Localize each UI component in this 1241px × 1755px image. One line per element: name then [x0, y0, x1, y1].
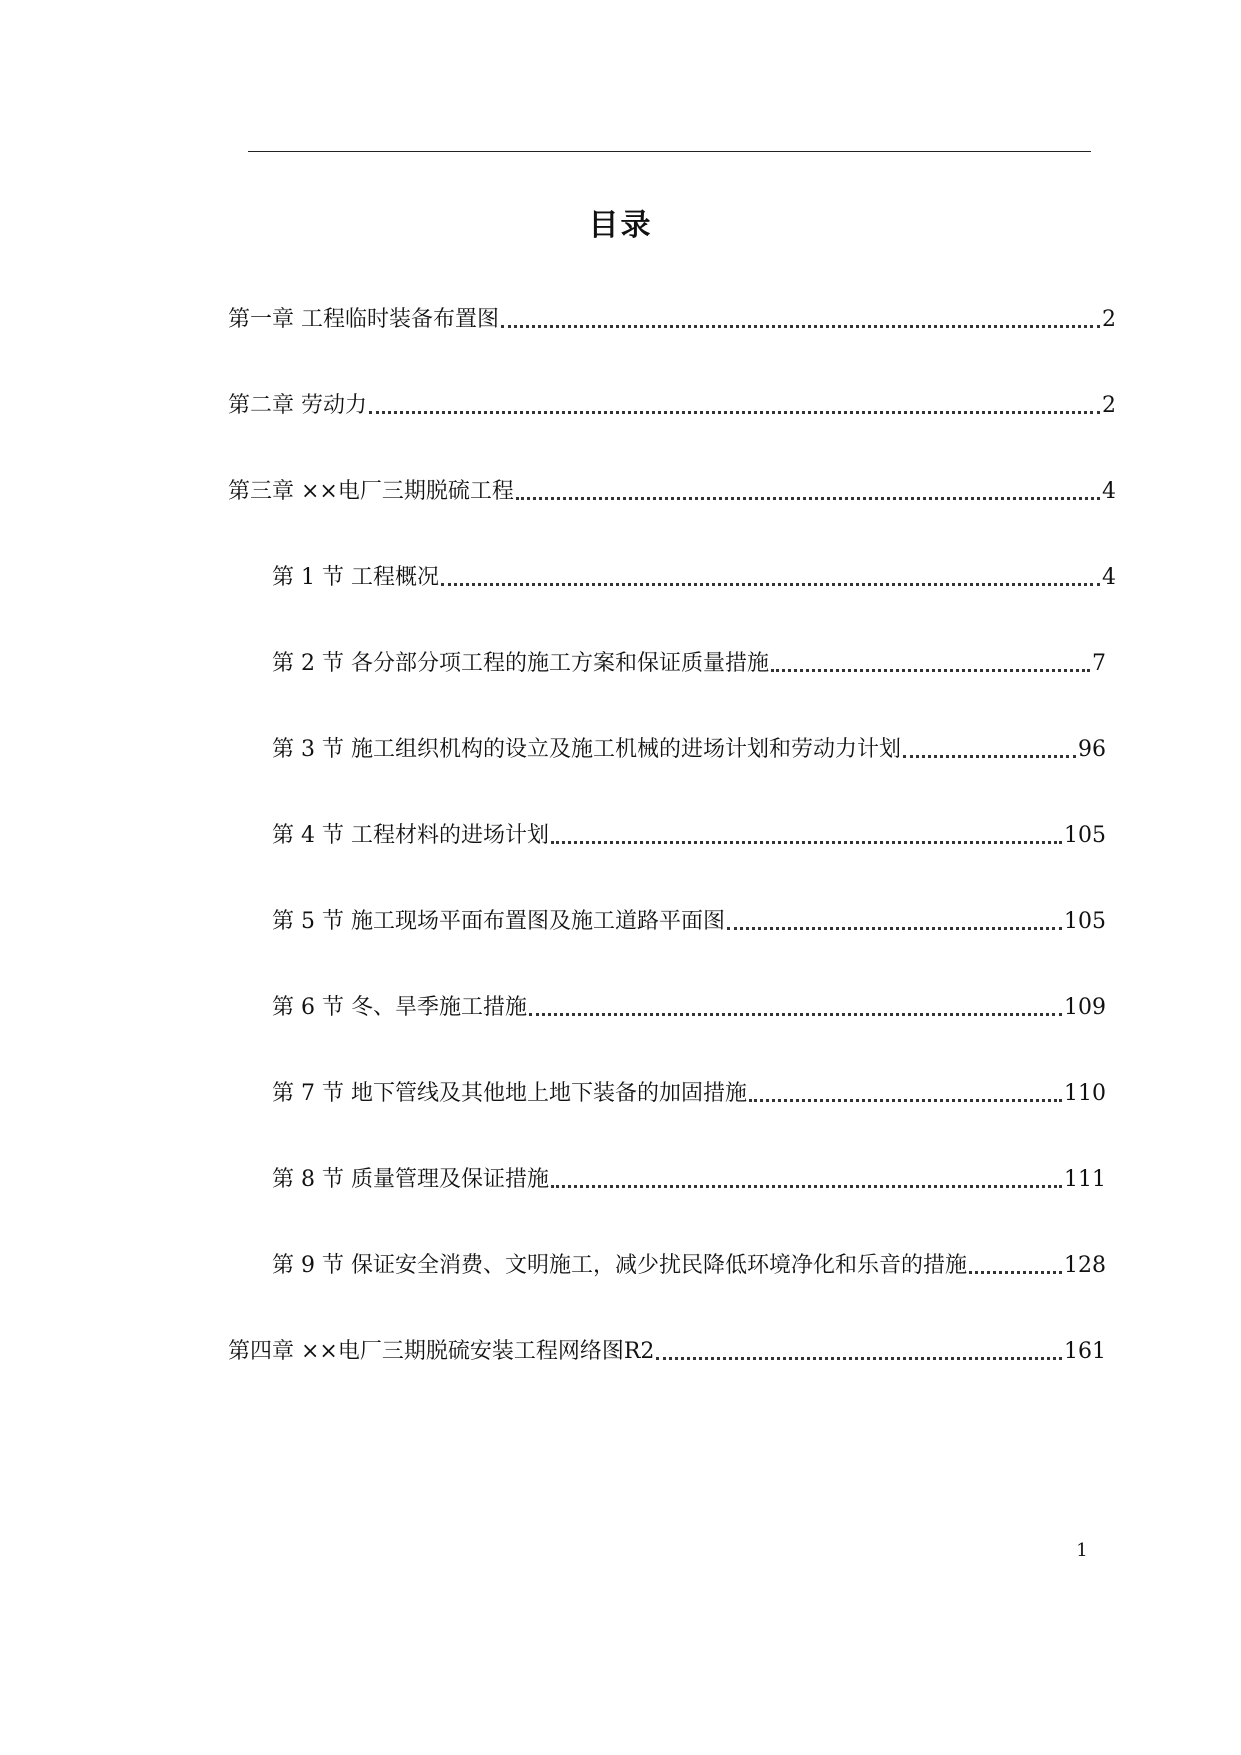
toc-entry-page: 161 — [1064, 1339, 1106, 1364]
toc-entry-label: 第 1 节 工程概况 — [272, 565, 439, 590]
page-number: 1 — [1076, 1540, 1088, 1561]
dot-leader — [656, 1357, 1062, 1360]
toc-entry-label: 第 9 节 保证安全消费、文明施工，减少扰民降低环境净化和乐音的措施 — [272, 1253, 967, 1278]
dot-leader — [501, 325, 1100, 328]
toc-entry-page: 105 — [1064, 909, 1106, 934]
toc-entry-page: 4 — [1102, 565, 1116, 590]
toc-entry-label: 第 6 节 冬、旱季施工措施 — [272, 995, 527, 1020]
page-title: 目录 — [588, 208, 653, 243]
dot-leader — [516, 497, 1100, 500]
toc-entry-label: 第 2 节 各分部分项工程的施工方案和保证质量措施 — [272, 651, 769, 676]
toc-entry-section-9[interactable] — [272, 1239, 1106, 1279]
dot-leader — [771, 669, 1090, 672]
toc-entry-section-4[interactable] — [272, 809, 1106, 849]
toc-entry-page: 7 — [1092, 651, 1106, 676]
toc-entry-page: 4 — [1102, 479, 1116, 504]
dot-leader — [749, 1099, 1062, 1102]
toc-entry-page: 110 — [1064, 1081, 1106, 1106]
toc-entry-section-5[interactable] — [272, 895, 1106, 935]
toc-entry-label: 第二章 劳动力 — [228, 393, 367, 418]
toc-entry-chapter-4[interactable] — [228, 1325, 1106, 1365]
toc-entry-page: 96 — [1078, 737, 1106, 762]
toc-entry-page: 109 — [1064, 995, 1106, 1020]
toc-entry-label: 第 7 节 地下管线及其他地上地下装备的加固措施 — [272, 1081, 747, 1106]
toc-entry-section-8[interactable] — [272, 1153, 1106, 1193]
toc-entry-section-2[interactable] — [272, 637, 1106, 677]
toc-entry-label: 第四章 ××电厂三期脱硫安装工程网络图R2 — [228, 1339, 655, 1364]
toc-entry-chapter-1[interactable] — [228, 293, 1116, 333]
toc-entry-section-3[interactable] — [272, 723, 1106, 763]
dot-leader — [369, 411, 1100, 414]
dot-leader — [551, 1185, 1062, 1188]
dot-leader — [529, 1013, 1062, 1016]
dot-leader — [727, 927, 1062, 930]
toc-entry-label: 第 4 节 工程材料的进场计划 — [272, 823, 549, 848]
toc-entry-page: 2 — [1102, 307, 1116, 332]
toc-entry-label: 第 5 节 施工现场平面布置图及施工道路平面图 — [272, 909, 725, 934]
toc-entry-section-1[interactable] — [272, 551, 1116, 591]
toc-entry-page: 128 — [1064, 1253, 1106, 1278]
toc-entry-label: 第 8 节 质量管理及保证措施 — [272, 1167, 549, 1192]
toc-entry-section-6[interactable] — [272, 981, 1106, 1021]
dot-leader — [441, 583, 1100, 586]
dot-leader — [551, 841, 1062, 844]
dot-leader — [903, 755, 1076, 758]
toc-entry-chapter-3[interactable] — [228, 465, 1116, 505]
toc-entry-page: 2 — [1102, 393, 1116, 418]
toc-entry-section-7[interactable] — [272, 1067, 1106, 1107]
toc-entry-chapter-2[interactable] — [228, 379, 1116, 419]
toc-entry-label: 第三章 ××电厂三期脱硫工程 — [228, 479, 514, 504]
toc-entry-label: 第 3 节 施工组织机构的设立及施工机械的进场计划和劳动力计划 — [272, 737, 901, 762]
toc-entry-label: 第一章 工程临时装备布置图 — [228, 307, 499, 332]
dot-leader — [969, 1271, 1062, 1274]
toc-entry-page: 111 — [1064, 1167, 1106, 1192]
toc-entry-page: 105 — [1064, 823, 1106, 848]
